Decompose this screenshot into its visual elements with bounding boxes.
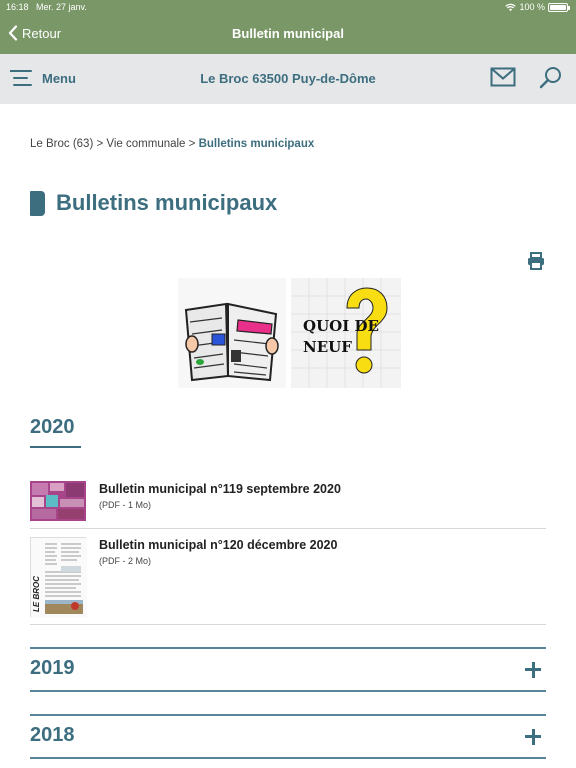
breadcrumb-separator: >	[96, 138, 104, 150]
bulletin-item[interactable]	[30, 537, 546, 617]
search-icon	[539, 66, 563, 90]
print-button[interactable]	[527, 252, 545, 275]
mail-icon	[490, 66, 516, 88]
printer-icon	[527, 252, 545, 270]
accordion-divider	[30, 647, 546, 649]
title-marker	[30, 191, 45, 216]
breadcrumb-home[interactable]: Le Broc (63)	[30, 138, 94, 150]
list-divider	[30, 528, 546, 529]
breadcrumb-section[interactable]: Vie communale	[106, 138, 186, 150]
contact-button[interactable]	[490, 66, 516, 93]
menu-label: Menu	[42, 70, 76, 86]
back-label: Retour	[22, 25, 62, 41]
accordion-divider	[30, 690, 546, 692]
site-name: Le Broc 63500 Puy-de-Dôme	[200, 71, 376, 86]
year-accordion-2019[interactable]: 2019	[30, 657, 75, 679]
year-heading-active[interactable]: 2020	[30, 416, 75, 438]
navigation-bar	[0, 14, 576, 54]
accordion-divider	[30, 757, 546, 759]
site-header	[0, 54, 576, 104]
nav-title: Bulletin municipal	[232, 26, 344, 41]
bulletin-thumbnail	[30, 537, 86, 617]
search-button[interactable]	[539, 66, 563, 95]
status-bar	[0, 0, 576, 14]
bulletin-thumbnail-text: LE BROC	[32, 576, 41, 612]
expand-plus-icon[interactable]	[525, 661, 543, 679]
expand-plus-icon[interactable]	[525, 728, 543, 746]
page-heading	[30, 190, 277, 216]
newspaper-reader-illustration	[178, 278, 286, 388]
quoi-de-neuf-text: QUOI DE NEUF	[303, 317, 379, 356]
year-underline	[30, 446, 81, 448]
breadcrumb	[30, 138, 314, 150]
list-divider	[30, 624, 546, 625]
breadcrumb-current: Bulletins municipaux	[198, 138, 315, 150]
battery-percentage: 100 %	[519, 2, 545, 12]
bulletin-item[interactable]	[30, 481, 546, 521]
bulletin-title: Bulletin municipal n°120 décembre 2020	[99, 538, 338, 552]
breadcrumb-separator: >	[188, 138, 196, 150]
accordion-divider	[30, 714, 546, 716]
status-date: Mer. 27 janv.	[36, 2, 87, 12]
page-title: Bulletins municipaux	[56, 190, 278, 215]
wifi-icon	[505, 3, 516, 12]
quoi-de-neuf-illustration	[291, 278, 401, 388]
bulletin-file-size: (PDF - 2 Mo)	[99, 556, 152, 566]
bulletin-title: Bulletin municipal n°119 septembre 2020	[99, 482, 341, 496]
year-accordion-2018[interactable]: 2018	[30, 724, 75, 746]
battery-icon	[548, 3, 568, 12]
bulletin-file-size: (PDF - 1 Mo)	[99, 500, 152, 510]
bulletin-thumbnail	[30, 481, 86, 521]
status-time: 16:18	[6, 2, 29, 12]
